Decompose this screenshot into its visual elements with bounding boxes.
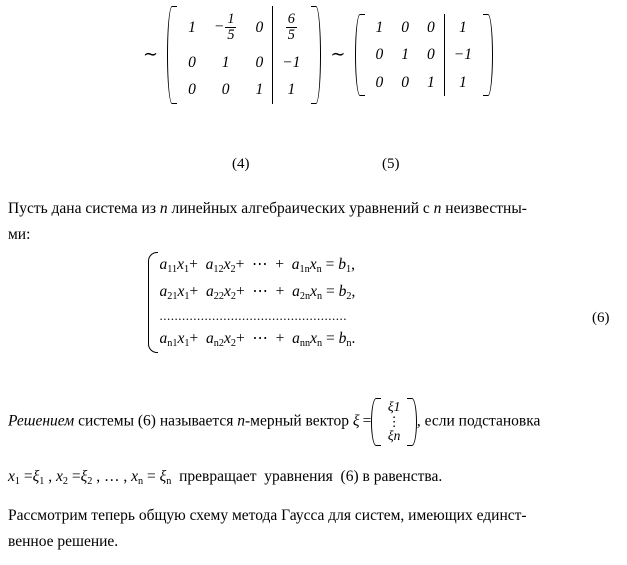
vector-entry: ξ1 [387,399,401,414]
matrix-cell: − $\frac{1}{5}$ [213,11,235,43]
matrix-row [367,41,481,69]
right-paren-icon [407,398,417,446]
column-vector-xi [371,398,417,446]
matrix-cell: 1 [375,18,384,36]
matrix-cell: 1 [221,53,230,71]
matrix-cell: 0 [255,53,264,71]
vector-entry: ⋮ [387,413,401,429]
equation-number-5: (5) [382,156,400,172]
matrix-cell-aug: −1 [444,41,481,69]
right-paren-icon [311,6,321,104]
equation-number-4: (4) [232,156,250,172]
matrix-cell-aug: $\frac{6}{5}$ [273,6,310,49]
closing-paragraph-line2: венное решение. [8,533,119,550]
matrix-cell: 0 [401,18,410,36]
solution-keyword: Решением [8,412,75,430]
matrix-row [179,76,309,104]
matrix-cell-aug: 1 [273,76,310,104]
tilde-operator-left: ∼ [143,44,159,65]
system-equation-n: $a_{n1}x_1+ a_{n2}x_2+$ ⋯ + $a_{nn}x_n = b_n$. [159,330,356,350]
solution-text-2: -мерный вектор [245,412,353,430]
left-paren-icon [355,14,365,97]
matrices-row [0,6,627,104]
matrix-cell-aug: 1 [444,14,481,42]
matrix-cell: 0 [255,18,264,36]
matrix-cell: 0 [188,53,196,71]
matrix-cell: 1 [401,46,410,64]
matrix-row [179,6,309,49]
intro-italic-n2: n [433,200,442,217]
matrix-cell: 0 [188,81,196,99]
closing-paragraph-line1: Рассмотрим теперь общую схему метода Гаусса для систем, имеющих единст- [8,507,527,524]
intro-italic-n: n [159,200,168,217]
intro-paragraph-line1 [8,198,620,220]
vector-entry: ξn [387,428,401,444]
left-brace-icon [144,252,156,353]
right-paren-icon [483,14,493,97]
matrix-row [367,69,481,97]
system-equation-2: $a_{21}x_1+ a_{22}x_2+$ ⋯ + $a_{2n}x_n = b_2$, [159,282,356,302]
intro-text-part2: линейных алгебраических уравнений с [167,200,434,217]
matrix-cell-aug: −1 [273,49,310,77]
matrix-cell: 1 [188,18,196,36]
matrix-4 [167,6,321,104]
vector-symbol-xi: ξ [352,412,360,430]
matrix-cell: 0 [375,46,384,64]
matrix-row [179,49,309,77]
equals-sign: = [362,412,372,430]
left-paren-icon [167,6,177,104]
system-of-equations [0,252,627,353]
intro-text-part1: Пусть дана система из [8,200,160,217]
matrix-cell: 1 [255,81,264,99]
system-ellipsis-line: .................................................. [159,308,347,324]
left-paren-icon [371,398,381,446]
system-equation-1: $a_{11}x_1+ a_{12}x_2+$ ⋯ + $a_{1n}x_n = b_1$, [159,256,355,276]
matrix-cell-aug: 1 [444,69,481,97]
matrix-row [367,14,481,42]
matrix-cell: 0 [221,81,230,99]
substitution-line: $x_1 =\xi_1$ , $x_2 =\xi_2$ , … , $x_n = \xi_n$ превращает уравнения (6) в равенства. [8,468,443,488]
matrix-cell: 1 [427,73,435,91]
intro-text-part3: неизвестны- [441,200,527,217]
matrix-cell: 0 [375,73,384,91]
tilde-operator-middle: ∼ [330,44,346,65]
matrix-cell: 0 [427,46,435,64]
solution-italic-n: n [237,412,246,430]
solution-text-3: , если подстановка [416,412,541,430]
solution-paragraph [8,398,620,446]
solution-text-1: системы (6) называется [74,412,238,430]
intro-paragraph-line2: ми: [8,226,31,243]
matrix-5 [355,14,493,97]
matrix-cell: 0 [427,18,435,36]
matrix-cell: 0 [401,73,410,91]
equation-number-6: (6) [592,310,610,326]
